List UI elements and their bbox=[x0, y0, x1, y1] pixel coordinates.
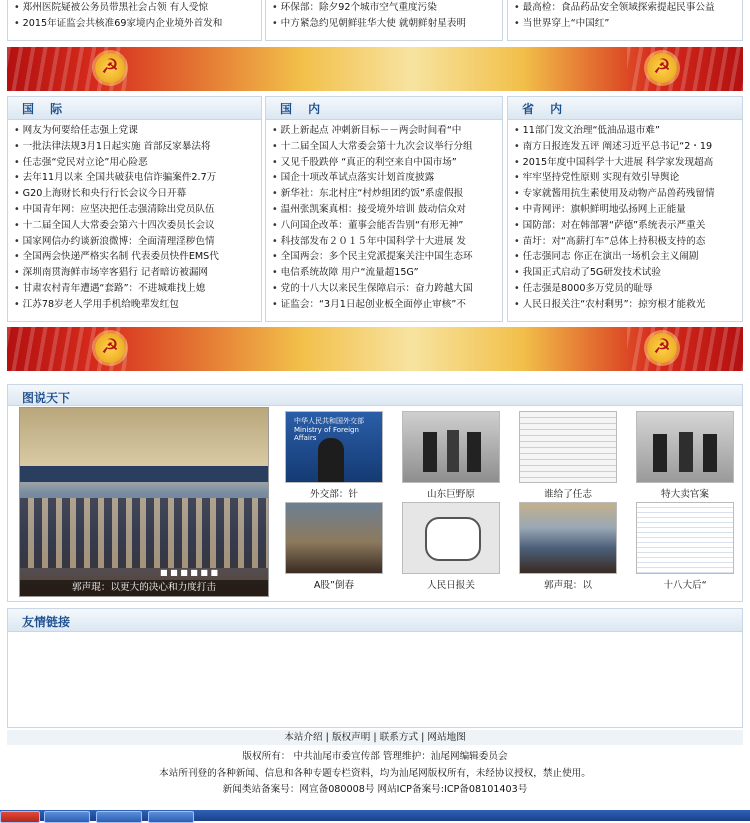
taskbar-app-icon[interactable] bbox=[148, 811, 194, 823]
news-link[interactable]: • 国防部：对在韩部署“萨德”系统表示严重关 bbox=[508, 218, 742, 234]
news-link[interactable]: • 去年11月以来 全国共破获电信诈骗案件2.7万 bbox=[8, 170, 261, 186]
thumb-image bbox=[285, 411, 383, 483]
news-link[interactable]: • 国家网信办约谈新浪微博：全面清理淫秽色情 bbox=[8, 234, 261, 250]
party-emblem-icon bbox=[95, 333, 125, 363]
news-link[interactable]: • 中国青年网：应坚决把任志强清除出党员队伍 bbox=[8, 202, 261, 218]
news-link[interactable]: • 11部门发文治理“低油品退市难” bbox=[508, 123, 742, 139]
thumb-caption[interactable]: 人民日报关 bbox=[427, 580, 475, 591]
news-link[interactable]: • 一批法律法规3月1日起实施 首部反家暴法将 bbox=[8, 139, 261, 155]
footer-link-sitemap[interactable]: 网站地图 bbox=[427, 732, 466, 743]
news-link[interactable]: • 2015年证监会共核准69家境内企业境外首发和 bbox=[8, 16, 261, 32]
footer-copyright: 版权所有： 中共汕尾市委宣传部 管理维护：汕尾网编辑委员会 bbox=[242, 751, 508, 762]
news-link[interactable]: • 全国两会快递严格实名制 代表委员快件EMS代 bbox=[8, 249, 261, 265]
taskbar-app-icon[interactable] bbox=[96, 811, 142, 823]
thumb-caption[interactable]: 特大卖官案 bbox=[661, 489, 709, 500]
news-link[interactable]: • 专家就酱用抗生素使用及动物产品兽药残留情 bbox=[508, 186, 742, 202]
friend-links-section bbox=[7, 608, 743, 728]
thumb-caption[interactable]: 外交部：针 bbox=[310, 489, 358, 500]
thumb-caption[interactable]: A股”倒春 bbox=[313, 580, 355, 591]
footer-nav bbox=[7, 730, 743, 745]
section-title: 图说天下 bbox=[22, 391, 71, 405]
news-column-provincial bbox=[507, 96, 743, 322]
news-link[interactable]: • 任志强“党民对立论”用心险恶 bbox=[8, 155, 261, 171]
slide-pager[interactable]: ■ ■ ■ ■ ■ ■ bbox=[160, 568, 219, 577]
news-link[interactable]: • 十二届全国人大常委会第十九次会议举行分组 bbox=[266, 139, 502, 155]
separator: | bbox=[325, 732, 332, 743]
thumb-caption[interactable]: 山东巨野原 bbox=[427, 489, 475, 500]
party-banner bbox=[7, 47, 743, 91]
news-link[interactable]: • 当世界穿上“中国红” bbox=[508, 16, 742, 32]
gallery-thumb[interactable] bbox=[402, 411, 500, 500]
party-emblem-icon bbox=[647, 53, 677, 83]
top-col-2 bbox=[265, 0, 503, 41]
news-link[interactable]: • 新华社：东北村庄“村炒组团约饭”系虚假报 bbox=[266, 186, 502, 202]
news-link[interactable]: • 任志强同志 你正在演出一场机会主义闹剧 bbox=[508, 249, 742, 265]
column-title: 国 内 bbox=[280, 102, 327, 116]
news-link[interactable]: • 环保部：除夕92个城市空气重度污染 bbox=[266, 0, 502, 16]
news-link[interactable]: • 温州张凯案真相：接受境外培训 鼓动信众对 bbox=[266, 202, 502, 218]
gallery-thumb[interactable] bbox=[519, 411, 617, 500]
news-link[interactable]: • 又见千股跌停 “真正的利空来自中国市场” bbox=[266, 155, 502, 171]
footer-link-about[interactable]: 本站介绍 bbox=[284, 732, 323, 743]
party-banner bbox=[7, 327, 743, 371]
news-link[interactable]: • 电信系统故障 用户“流量超15G” bbox=[266, 265, 502, 281]
news-link[interactable]: • 科技部发布２０１５年中国科学十大进展 发 bbox=[266, 234, 502, 250]
news-link[interactable]: • 十二届全国人大常委会第六十四次委员长会议 bbox=[8, 218, 261, 234]
gallery-thumb[interactable] bbox=[636, 411, 734, 500]
news-link[interactable]: • 2015年度中国科学十大进展 科学家发现超高 bbox=[508, 155, 742, 171]
news-link[interactable]: • 南方日报连发五评 阐述习近平总书记“2・19 bbox=[508, 139, 742, 155]
news-link[interactable]: • 八问国企改革：董事会能否告别“有形无神” bbox=[266, 218, 502, 234]
thumb-image bbox=[636, 502, 734, 574]
gallery-thumb[interactable] bbox=[519, 502, 617, 591]
news-column-domestic bbox=[265, 96, 503, 322]
column-title: 国 际 bbox=[22, 102, 69, 116]
footer-link-contact[interactable]: 联系方式 bbox=[379, 732, 419, 743]
party-emblem-icon bbox=[95, 53, 125, 83]
section-title: 友情链接 bbox=[22, 615, 71, 629]
news-link[interactable]: • 中青网评：旗帜鲜明地弘扬网上正能量 bbox=[508, 202, 742, 218]
thumb-caption[interactable]: 谁给了任志 bbox=[544, 489, 592, 500]
news-column-international bbox=[7, 96, 262, 322]
news-link[interactable]: • G20上海财长和央行行长会议今日开幕 bbox=[8, 186, 261, 202]
news-link[interactable]: • 江苏78岁老人学用手机给晚辈发红包 bbox=[8, 297, 261, 313]
thumb-image bbox=[636, 411, 734, 483]
news-link[interactable]: • 牢牢坚持党性原则 实现有效引导舆论 bbox=[508, 170, 742, 186]
news-link[interactable]: • 全国两会：多个民主党派提案关注中国生态环 bbox=[266, 249, 502, 265]
gallery-thumb[interactable] bbox=[636, 502, 734, 591]
news-link[interactable]: • 跃上新起点 冲刺新目标－－两会时间看“中 bbox=[266, 123, 502, 139]
news-link[interactable]: • 网友为何要给任志强上党课 bbox=[8, 123, 261, 139]
gallery-thumb[interactable] bbox=[402, 502, 500, 591]
top-col-1 bbox=[7, 0, 262, 41]
separator: | bbox=[421, 732, 428, 743]
gallery-thumb[interactable] bbox=[285, 411, 383, 500]
news-link[interactable]: • 党的十八大以来民生保障启示：奋力跨越大国 bbox=[266, 281, 502, 297]
news-link[interactable]: • 深圳南贯海鲜市场宰客猖行 记者暗访被漏网 bbox=[8, 265, 261, 281]
news-link[interactable]: • 我国正式启动了5G研发技术试验 bbox=[508, 265, 742, 281]
taskbar-app-icon[interactable] bbox=[44, 811, 90, 823]
news-link[interactable]: • 最高检：食品药品安全领域探索提起民事公益 bbox=[508, 0, 742, 16]
thumb-image bbox=[519, 502, 617, 574]
top-col-3 bbox=[507, 0, 743, 41]
featured-photo[interactable] bbox=[19, 407, 269, 597]
news-link[interactable]: • 任志强是8000多万党员的耻辱 bbox=[508, 281, 742, 297]
party-emblem-icon bbox=[647, 333, 677, 363]
news-link[interactable]: • 国企十项改革试点落实计划首度披露 bbox=[266, 170, 502, 186]
os-taskbar bbox=[0, 810, 750, 821]
news-link[interactable]: • 甘肃农村青年遭遇“套路”：不进城难找上媳 bbox=[8, 281, 261, 297]
thumb-image bbox=[402, 411, 500, 483]
news-link[interactable]: • 中方紧急约见朝鲜驻华大使 就朝鲜射星表明 bbox=[266, 16, 502, 32]
footer-notice: 本站所刊登的各种新闻、信息和各种专题专栏资料，均为汕尾网版权所有，未经协议授权，禁止使用。 bbox=[159, 768, 591, 779]
footer-icp: 新闻类站备案号：网宣备080008号 网站ICP备案号:ICP备08101403号 bbox=[222, 784, 528, 795]
thumb-image-text: 中华人民共和国外交部 Ministry of Foreign Affairs bbox=[294, 417, 364, 442]
start-button[interactable] bbox=[0, 811, 40, 823]
thumb-image bbox=[285, 502, 383, 574]
news-link[interactable]: • 郑州医院疑被公务员带黑社会占领 有人受惊 bbox=[8, 0, 261, 16]
thumb-caption[interactable]: 郭声琨：以 bbox=[544, 580, 592, 591]
thumb-image bbox=[402, 502, 500, 574]
news-link[interactable]: • 证监会：“3月1日起创业板全面停止审核”不 bbox=[266, 297, 502, 313]
news-link[interactable]: • 苗圩：对“高薪打车”总体上持积极支持的态 bbox=[508, 234, 742, 250]
column-title: 省 内 bbox=[522, 102, 569, 116]
news-link[interactable]: • 人民日报关注“农村剩男”：掠穷根才能救光 bbox=[508, 297, 742, 313]
footer-link-copyright[interactable]: 版权声明 bbox=[331, 732, 371, 743]
featured-caption[interactable]: 郭声琨：以更大的决心和力度打击 bbox=[20, 580, 268, 596]
thumb-image bbox=[519, 411, 617, 483]
gallery-thumb[interactable] bbox=[285, 502, 383, 591]
separator: | bbox=[373, 732, 380, 743]
thumb-caption[interactable]: 十八大后“ bbox=[663, 580, 707, 591]
gallery-section bbox=[7, 384, 743, 602]
